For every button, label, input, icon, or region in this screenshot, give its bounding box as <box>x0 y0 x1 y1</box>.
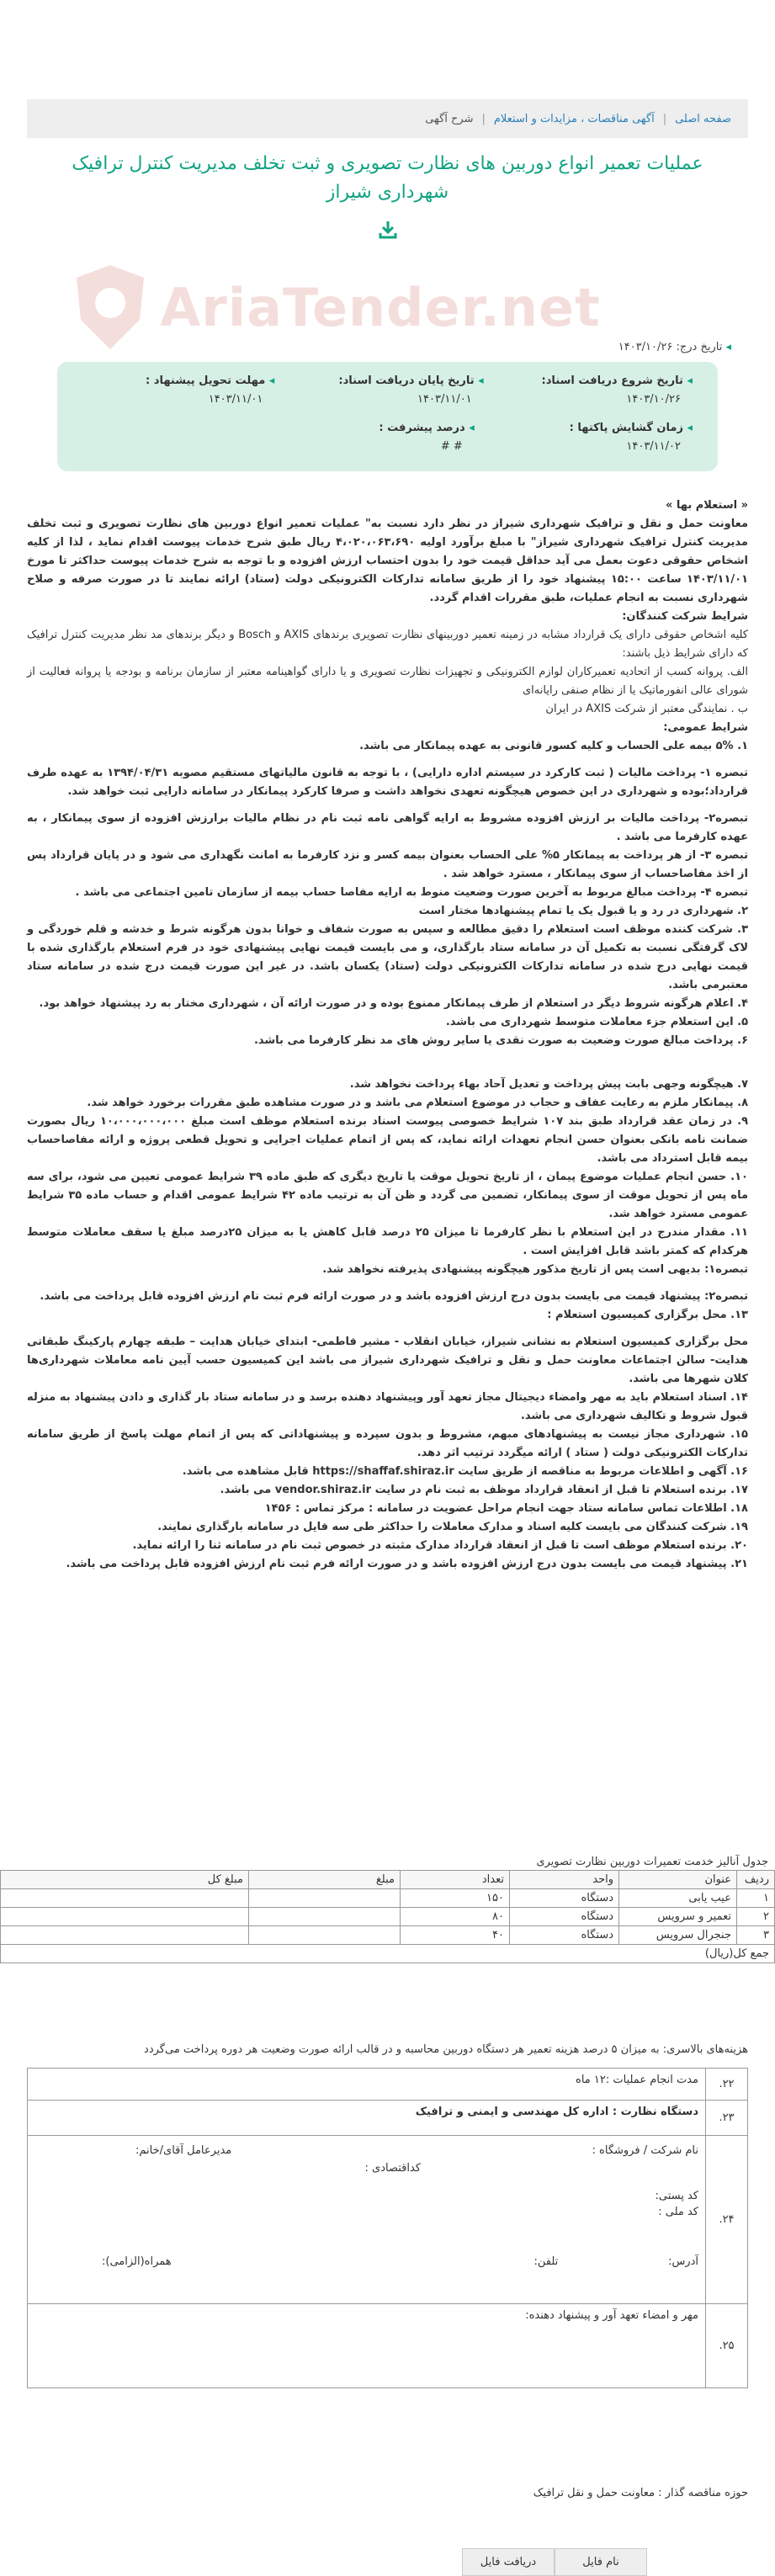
watermark-logo <box>67 252 606 362</box>
general-item-3: ۳. شرکت کننده موظف است استعلام را دقیق مطالعه و سپس به صورت شفاف و خوانا بدون هرگونه شرط و خدشه و قلم خوردگی و لاک گرفتگی نسبت به تکمیل آن در سامانه ستاد بارگذاری، و می بایست قیمت نهایی پیشنهادی خود در فرم استعلام بارگذاری شده با قیمت نهایی درج شده در سامانه تدارکات الکترونیکی دولت (ستاد) یکسان باشد. در غیر این صورت قیمت درج شده در سامانه ستاد معتبرمی باشد. <box>27 923 748 991</box>
triangle-icon: ◂ <box>265 374 275 387</box>
row-number: ۲۴. <box>706 2136 748 2304</box>
body-heading: « استعلام بها » <box>665 499 748 512</box>
general-note-4: تبصره ۴- پرداخت مبالغ مربوط به آخرین صورت وضعیت منوط به ارایه مفاصا حساب بیمه از سازمان تامین اجتماعی می باشد . <box>75 886 748 899</box>
end-date-value: ۱۴۰۳/۱۱/۰۱ <box>417 393 472 406</box>
national-code-label: کد ملی : <box>658 2206 698 2218</box>
watermark-text: AriaTender.net <box>160 276 601 338</box>
condition-3: ب . نمایندگی معتبر از شرکت AXIS در ایران <box>545 703 748 715</box>
table-header-cell: ردیف <box>737 1871 775 1889</box>
manager-label: مدیرعامل آقای/خانم: <box>135 2144 232 2157</box>
progress <box>273 419 475 456</box>
phone-label: تلفن: <box>533 2255 559 2268</box>
file-name-header: نام فایل <box>555 2548 647 2576</box>
econ-code-label: کداقتصادی : <box>364 2162 421 2175</box>
breadcrumb-current: شرح آگهی <box>425 112 474 125</box>
general-note-12-2: تبصره۲: پیشنهاد قیمت می بایست بدون درج ارزش افزوده باشد و در صورت ارائه فرم ثبت نام ارزش افزوده قابل پرداخت می باشد. <box>40 1290 748 1303</box>
table-header-cell: مبلغ کل <box>1 1871 249 1889</box>
conditions-heading: شرایط شرکت کنندگان: <box>622 610 748 623</box>
deadline-label: مهلت تحویل پیشنهاد : <box>146 374 266 387</box>
general-item-5: ۵. این استعلام جزء معاملات متوسط شهرداری می باشد. <box>445 1016 748 1028</box>
file-download-header: دریافت فایل <box>462 2548 555 2576</box>
table-cell: عیب یابی <box>619 1889 737 1908</box>
table-cell: دستگاه <box>510 1926 619 1945</box>
start-date-value: ۱۴۰۳/۱۰/۲۶ <box>626 393 681 406</box>
table-header-cell: مبلغ <box>249 1871 401 1889</box>
general-item-17: ۱۷. برنده استعلام تا قبل از انعقاد قرارداد موظف به ثبت نام در سایت vendor.shiraz.ir می باشد. <box>220 1484 748 1496</box>
general-item-2: ۲. شهرداری در رد و یا قبول یک یا تمام پیشنهادها مختار است <box>418 905 748 917</box>
triangle-icon: ◂ <box>725 341 731 353</box>
general-item-13: ۱۳. محل برگزاری کمیسیون استعلام : <box>547 1309 748 1321</box>
table-cell: ۸۰ <box>401 1908 510 1926</box>
general-note-2: تبصره۲- پرداخت مالیات بر ارزش افزوده مشروط به ارایه گواهی نامه ثبت نام در نظام مالیات برارزش افزوده از سوی پیمانکار ، به عهده کارفرما می باشد . <box>27 812 748 843</box>
general-item-6: ۶. پرداخت مبالغ صورت وضعیت به صورت نقدی یا سایر روش های مد نظر کارفرما می باشد. <box>253 1034 748 1047</box>
breadcrumb-separator: | <box>481 112 486 125</box>
table-cell <box>1 1889 249 1908</box>
footer <box>27 2487 748 2576</box>
tender-organization: حوزه مناقصه گذار : معاونت حمل و نقل ترافیک <box>533 2487 748 2499</box>
breadcrumb-separator: | <box>662 112 667 125</box>
general-note-1: تبصره ۱- پرداخت مالیات ( ثبت کارکرد در سیستم اداره دارایی) ، با توجه به قانون مالیاتهای مستقیم مصوبه ۱۳۹۴/۰۴/۳۱ به عهده طرف قرارداد؛بوده و شهرداری در این خصوص هیچگونه تعهدی نخواهد داشت و صرفا کارکرد پیمانکار در سامانه دارایی ثبت خواهد شد. <box>27 767 748 798</box>
condition-2: الف. پروانه کسب از اتحادیه تعمیرکاران لوازم الکترونیکی و تجهیزات نظارت تصویری و یا دارای گواهینامه معتبر از سازمان برنامه و بودجه یا پروانه فعالیت از شورای عالی انفورماتیک یا از نظام صنفی رایانه‌ای <box>27 666 748 697</box>
progress-value: # # <box>440 440 463 453</box>
table-header-row <box>1 1871 775 1889</box>
details-row <box>28 2304 748 2388</box>
triangle-icon: ◂ <box>474 374 484 387</box>
post-date-value: ۱۴۰۳/۱۰/۲۶ <box>618 341 673 353</box>
general-item-1: ۱. ۵% بیمه علی الحساب و کلیه کسور قانونی به عهده پیمانکار می باشد. <box>359 740 748 752</box>
triangle-icon: ◂ <box>464 422 475 434</box>
tender-dates-box <box>57 362 718 471</box>
table-row <box>1 1889 775 1908</box>
overhead-note: هزینه‌های بالاسری: به میزان ۵ درصد هزینه تعمیر هر دستگاه دوربین محاسبه و در قالب ارائه صورت وضعیت هر دوره پرداخت می‌گردد <box>144 2043 748 2056</box>
address-label: آدرس: <box>668 2255 698 2268</box>
table-row <box>1 1908 775 1926</box>
table-total-row <box>1 1945 775 1963</box>
deadline-date <box>82 372 274 409</box>
general-item-18: ۱۸. اطلاعات تماس سامانه ستاد جهت انجام مراحل عضویت در سامانه : مرکز تماس : ۱۴۵۶ <box>264 1502 748 1515</box>
table-header-cell: عنوان <box>619 1871 737 1889</box>
general-item-15: ۱۵. شهرداری مجاز نیست به پیشنهادهای مبهم، مشروط و بدون سپرده و پیشنهاداتی که پس از اتمام مهلت پاسخ از طریق سامانه تدارکات الکترونیکی دولت ( ستاد ) ارائه میگردد ترتیب اثر دهد. <box>27 1428 748 1459</box>
table-cell <box>249 1908 401 1926</box>
opening-label: زمان گشایش پاکتها : <box>569 422 683 434</box>
row-number: ۲۲. <box>706 2069 748 2101</box>
details-row <box>28 2069 748 2101</box>
general-item-11: ۱۱. مقدار مندرج در این استعلام با نظر کارفرما تا میزان ۲۵ درصد قابل کاهش یا به میزان ۲۵درصد مبلغ یا سقف معاملات متوسط هرکدام که کمتر باشد قابل افزایش است . <box>27 1226 748 1257</box>
table-cell: ۱۵۰ <box>401 1889 510 1908</box>
end-date <box>291 372 483 409</box>
breadcrumb <box>27 99 748 138</box>
table-cell <box>249 1926 401 1945</box>
table-cell: ۲ <box>737 1908 775 1926</box>
triangle-icon: ◂ <box>682 374 693 387</box>
progress-label: درصد پیشرفت : <box>379 422 465 434</box>
details-row <box>28 2101 748 2136</box>
details-table <box>27 2068 748 2388</box>
breadcrumb-tenders-link[interactable]: آگهی مناقصات ، مزایدات و استعلام <box>493 112 655 125</box>
analysis-table <box>0 1870 775 1963</box>
table-cell <box>1 1926 249 1945</box>
table-cell: دستگاه <box>510 1889 619 1908</box>
mobile-label: همراه(الزامی): <box>102 2255 172 2268</box>
postal-code-label: کد پستی: <box>655 2190 698 2202</box>
table-cell: جنجرال سرویس <box>619 1926 737 1945</box>
download-icon[interactable] <box>377 219 399 241</box>
general-item-20: ۲۰. برنده استعلام موظف است تا قبل از انعقاد قرارداد مدارک مثبته در خصوص ثبت نام در سامانه ثنا را ارائه نماید. <box>132 1539 748 1552</box>
title-area <box>34 150 741 241</box>
general-item-19: ۱۹. شرکت کنندگان می بایست کلیه اسناد و مدارک معاملات را حداکثر طی سه فایل در سامانه بارگذاری نمایند. <box>157 1521 748 1533</box>
page-title: عملیات تعمیر انواع دوربین های نظارت تصویری و ثبت تخلف مدیریت کنترل ترافیک شهرداری شیراز <box>72 153 703 203</box>
table-caption: جدول آنالیز خدمت تعمیرات دوربین نظارت تصویری <box>536 1856 768 1868</box>
end-date-label: تاریخ پایان دریافت اسناد: <box>338 374 475 387</box>
opening-date <box>491 419 693 456</box>
opening-row <box>82 419 693 456</box>
general-item-16: ۱۶. آگهی و اطلاعات مربوط به مناقصه از طریق سایت https://shaffaf.shiraz.ir قابل مشاهده می باشد. <box>182 1465 748 1478</box>
triangle-icon: ◂ <box>682 422 693 434</box>
general-item-10: ۱۰. حسن انجام عملیات موضوع پیمان ، از تاریخ تحویل موقت یا تاریخ دیگری که طبق ماده ۳۹ شرایط عمومی تعیین می شود، برای سه ماه پس از تحویل موقت از سوی پیمانکار، تضمین می گردد و ظن آن به ترتیب ماده ۴۲ شرایط عمومی اقدام و حساب ماده ۳۵ شرایط عمومی مسترد خواهد شد. <box>27 1171 749 1220</box>
general-item-9: ۹. در زمان عقد قرارداد طبق بند ۱۰۷ شرایط خصوصی پیوست اسناد برنده استعلام موظف است مبلغ ۱۰،۰۰۰،۰۰۰،۰۰۰ ریال بصورت ضمانت نامه بانکی بعنوان حسن انجام تعهدات ارائه نماید، که پس از اتمام عملیات اجرایی و تحویل قطعی پروژه و ارائه مفاصاحساب بیمه قابل استرداد می باشد. <box>27 1115 749 1165</box>
general-note-3: تبصره ۳- از هر پرداخت به پیمانکار ۵% علی الحساب بعنوان بیمه کسر و نزد کارفرما به امانت نگهداری می شود و در پایان قرارداد پس از اخذ مفاصاحساب از سوی پیمانکار ، مسترد خواهد شد . <box>27 849 748 880</box>
breadcrumb-home-link[interactable]: صفحه اصلی <box>675 112 731 125</box>
supervisor-cell: دستگاه نظارت : اداره کل مهندسی و ایمنی و ترافیک <box>28 2101 706 2136</box>
table-total-label: جمع کل(ریال) <box>1 1945 775 1963</box>
condition-1: کلیه اشخاص حقوقی دارای یک قرارداد مشابه در زمینه تعمیر دوربینهای نظارت تصویری برندهای AXIS و Bosch و دیگر برندهای مد نظر مدیریت کنترل ترافیک که دارای شرایط ذیل باشند: <box>27 629 748 660</box>
row-number: ۲۳. <box>706 2101 748 2136</box>
details-row <box>28 2136 748 2304</box>
contract-details <box>27 2041 748 2388</box>
general-item-14: ۱۴. اسناد استعلام باید به مهر وامضاء دیجیتال مجاز تعهد آور وپیشنهاد دهنده برسد و در سامانه ستاد بار گذاری و دادن پیشنهاد به منزله قبول شروط و تکالیف شهرداری می باشد. <box>27 1391 748 1422</box>
duration-cell: مدت انجام عملیات :۱۲ ماه <box>28 2069 706 2101</box>
general-item-21: ۲۱. پیشنهاد قیمت می بایست بدون درج ارزش افزوده باشد و در صورت ارائه فرم ثبت نام ارزش افزوده قابل پرداخت می باشد. <box>66 1558 748 1570</box>
general-item-7: ۷. هیچگونه وجهی بابت پیش پرداخت و تعدیل آحاد بهاء پرداخت نخواهد شد. <box>349 1078 748 1091</box>
general-heading: شرایط عمومی: <box>663 721 748 734</box>
table-header-cell: واحد <box>510 1871 619 1889</box>
post-date <box>618 341 731 353</box>
table-header-cell: تعداد <box>401 1871 510 1889</box>
table-row <box>1 1926 775 1945</box>
table-cell <box>249 1889 401 1908</box>
dates-row <box>82 372 693 409</box>
company-name-label: نام شرکت / فروشگاه : <box>592 2144 698 2157</box>
table-cell: ۱ <box>737 1889 775 1908</box>
bidder-info-cell <box>28 2136 706 2304</box>
service-analysis-table <box>0 1856 775 1963</box>
general-note-11-1: تبصره۱: بدیهی است پس از تاریخ مذکور هیچگونه پیشنهادی پذیرفته نخواهد شد. <box>322 1263 748 1276</box>
tender-body <box>27 497 748 1574</box>
body-intro: معاونت حمل و نقل و ترافیک شهرداری شیراز در نظر دارد نسبت به" عملیات تعمیر انواع دوربین های نظارت تصویری و ثبت تخلف مدیریت کنترل ترافیک شهرداری شیراز" با مبلغ برآورد اولیه ۴،۰۲۰،۰۶۳،۶۹۰ ریال طبق شرح خدمات پیوست اقدام نماید ، لذا از کلیه اشخاص حقوقی دعوت بعمل می آید حداقل قیمت خود را بدون احتساب ارزش افزوده و با توجه به شرح خدمات پیوست حداکثر تا مورخ ۱۴۰۳/۱۱/۰۱ ساعت ۱۵:۰۰ پیشنهاد خود را از طریق سامانه تدارکات الکترونیکی دولت (ستاد) ارائه نمایند تا در صورت صرفه و صلاح شهرداری نسبت به انجام عملیات، طبق مقررات اقدام گردد. <box>27 518 749 604</box>
watermark-shield-icon <box>72 261 148 353</box>
row-number: ۲۵. <box>706 2304 748 2388</box>
table-cell: ۳ <box>737 1926 775 1945</box>
general-item-4: ۴. اعلام هرگونه شروط دیگر در استعلام از طرف پیمانکار ممنوع بوده و در صورت ارائه آن ، شهرداری مختار به رد پیشنهاد خواهد بود. <box>39 997 748 1010</box>
opening-value: ۱۴۰۳/۱۱/۰۲ <box>626 440 681 453</box>
start-date-label: تاریخ شروع دریافت اسناد: <box>541 374 683 387</box>
table-cell: تعمیر و سرویس <box>619 1908 737 1926</box>
start-date <box>501 372 693 409</box>
deadline-value: ۱۴۰۳/۱۱/۰۱ <box>208 393 263 406</box>
table-cell: دستگاه <box>510 1908 619 1926</box>
table-cell: ۴۰ <box>401 1926 510 1945</box>
signature-cell: مهر و امضاء تعهد آور و پیشنهاد دهنده: <box>28 2304 706 2388</box>
table-cell <box>1 1908 249 1926</box>
post-date-label: تاریخ درج: <box>676 341 723 353</box>
commission-location: محل برگزاری کمیسیون استعلام به نشانی شیراز، خیابان انقلاب - مشیر فاطمی- ابتدای خیابان هدایت – طبقه چهارم پارکینگ طبقاتی هدایت- سالن اجتماعات معاونت حمل و نقل و ترافیک شهرداری شیراز می باشد این کمیسیون حسب آیین نامه معاملات شهرداری‌ها کلان شهرها می باشد. <box>27 1336 748 1385</box>
files-table <box>27 2548 647 2576</box>
general-item-8: ۸. پیمانکار ملزم به رعایت عفاف و حجاب در موضوع استعلام می باشد و در صورت مشاهده طبق مقررات برخورد خواهد شد. <box>87 1097 748 1109</box>
